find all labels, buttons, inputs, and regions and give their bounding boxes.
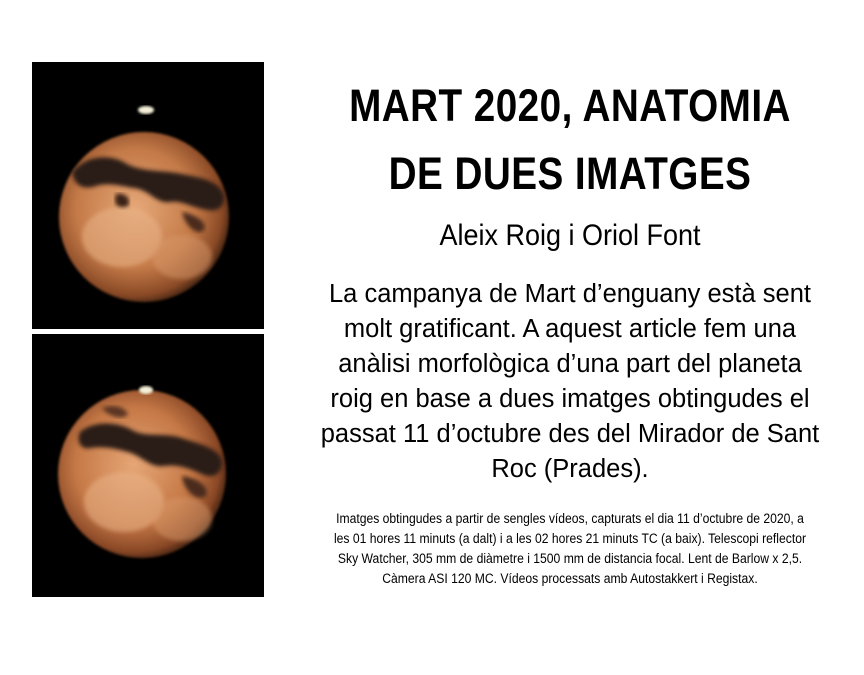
title-line-2: DE DUES IMATGES — [388, 148, 752, 199]
caption-line: les 01 hores 11 minuts (a dalt) i a les 02 hores 21 minuts TC (a baix). Telescopi reflector — [333, 531, 807, 546]
abstract-line: anàlisi morfològica d’una part del planeta — [338, 350, 802, 378]
mars-image-top — [32, 62, 264, 329]
mars-image-bottom — [32, 334, 264, 597]
image-caption — [318, 509, 822, 589]
article-abstract — [290, 277, 850, 487]
article-authors: Aleix Roig i Oriol Font — [439, 219, 701, 252]
caption-line: Càmera ASI 120 MC. Vídeos processats amb Autostakkert i Registax. — [382, 571, 758, 586]
title-line-1: MART 2020, ANATOMIA — [349, 80, 791, 131]
mars-photo-top — [32, 62, 264, 329]
caption-line: Sky Watcher, 305 mm de diàmetre i 1500 mm de distancia focal. Lent de Barlow x 2,5. — [337, 551, 803, 566]
abstract-line: molt gratificant. A aquest article fem una — [343, 315, 797, 343]
mars-photo-bottom — [32, 334, 264, 597]
article-title — [329, 72, 811, 208]
abstract-line: passat 11 d’octubre des del Mirador de Sant — [320, 420, 820, 448]
abstract-line: Roc (Prades). — [491, 455, 649, 483]
abstract-line: La campanya de Mart d’enguany està sent — [329, 280, 811, 308]
abstract-line: roig en base a dues imatges obtingudes el — [330, 385, 810, 413]
caption-line: Imatges obtingudes a partir de sengles vídeos, capturats el dia 11 d’octubre de 2020, a — [336, 511, 804, 526]
